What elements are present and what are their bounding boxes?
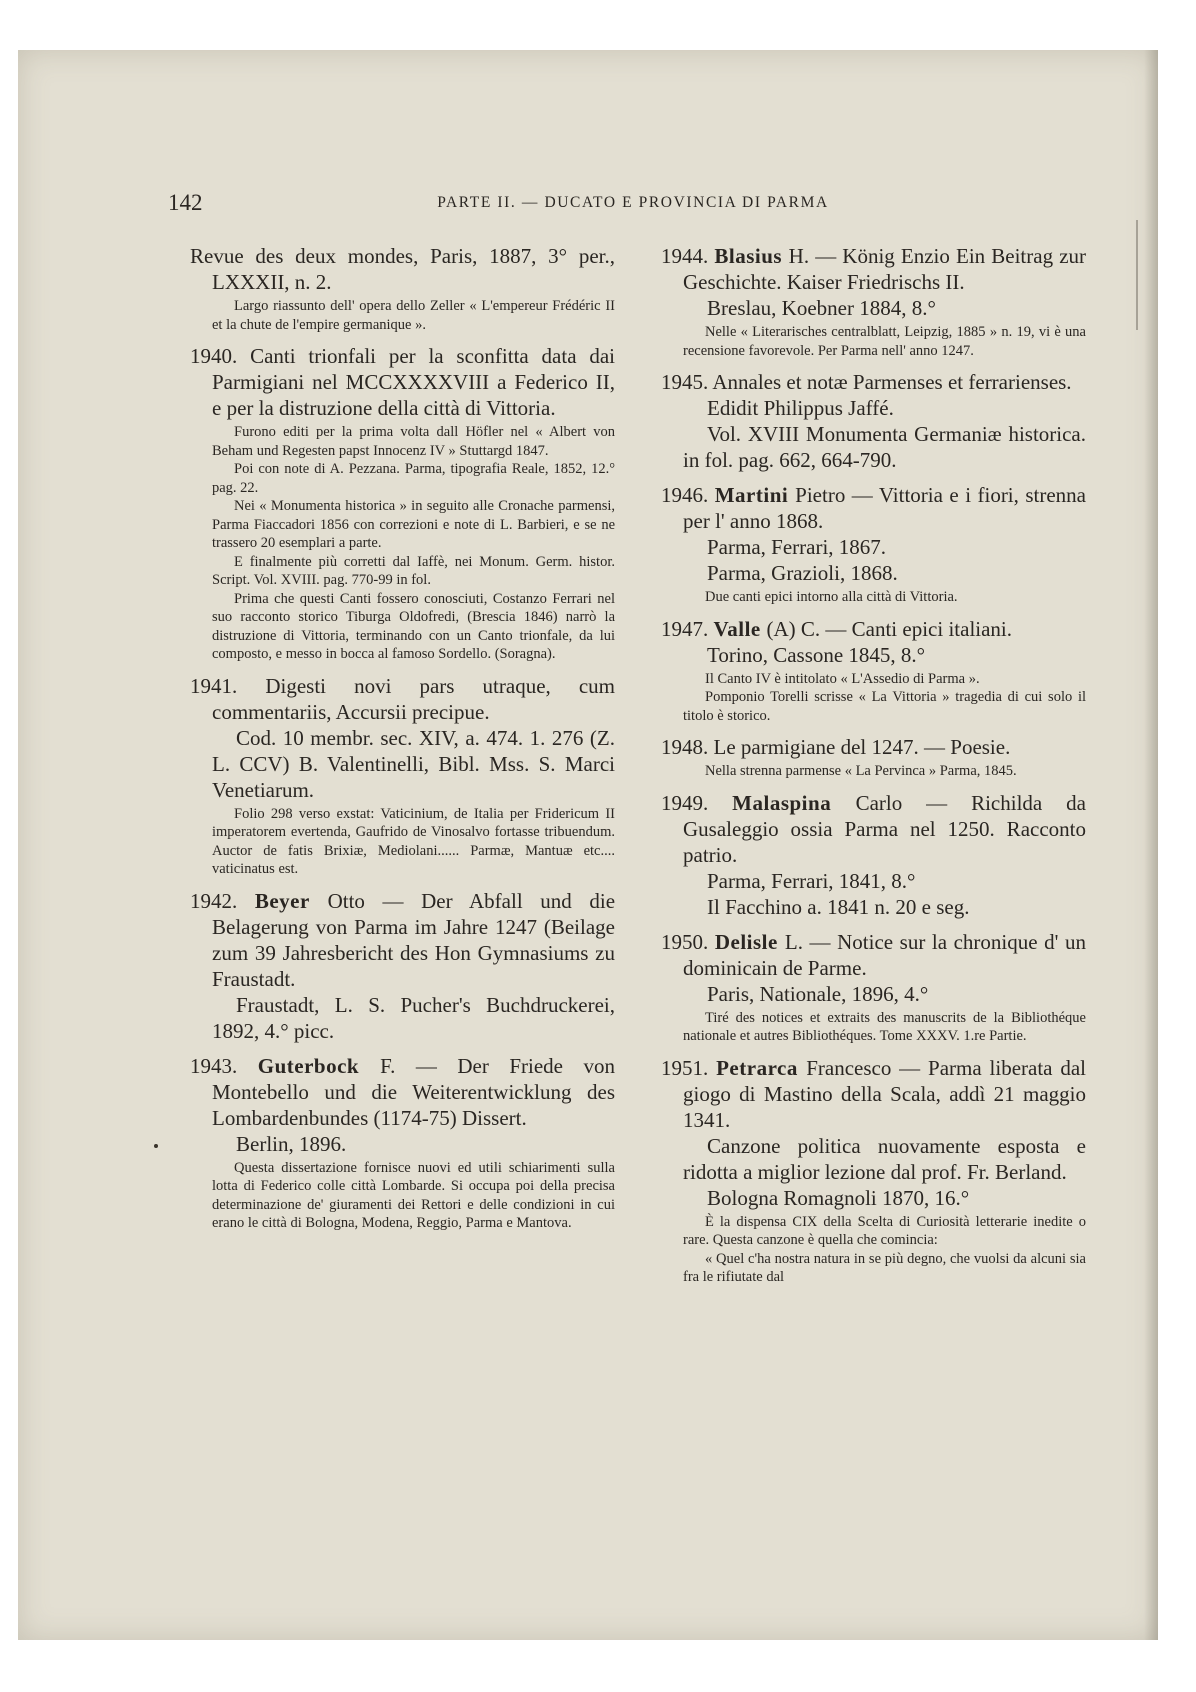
page-edge-mark xyxy=(1136,220,1138,330)
entry-title-text: Otto — Der Abfall und die Belagerung von Parma im Jahre 1247 (Beilage zum 39 Jahresbericht des Hon Gymnasiums zu Fraustadt. xyxy=(212,888,615,991)
entry-note xyxy=(683,323,1086,360)
entry-note xyxy=(212,423,615,664)
note-paragraph: Prima che questi Canti fossero conosciuti, Costanzo Ferrari nel suo racconto storico Tiburga Oldofredi, (Brescia 1846) narrò la distruzione di Vittoria, terminando con un Canto trionfale, da lui composto, e messo in bocca al famoso Sordello. (Soragna). xyxy=(212,590,615,662)
entry-title-text: F. — Der Friede von Montebello und die Weiterentwicklung des Lombardenbundes (1174-75) Dissert. xyxy=(212,1053,615,1130)
note-paragraph: Il Canto IV è intitolato « L'Assedio di Parma ». xyxy=(705,670,980,687)
entry-publication: Parma, Grazioli, 1868. xyxy=(707,561,898,585)
entry-publication: Canzone politica nuovamente esposta e ridotta a miglior lezione dal prof. Fr. Berland. xyxy=(683,1133,1086,1184)
bibliography-entry xyxy=(661,1055,1086,1287)
entry-title-text: Canti trionfali per la sconfitta data dai Parmigiani nel MCCXXXXVIII a Federico II, e per la distruzione della città di Vittoria. xyxy=(212,344,615,420)
note-paragraph: Nella strenna parmense « La Pervinca » Parma, 1845. xyxy=(705,763,1017,779)
entry-heading xyxy=(661,1055,1086,1133)
entry-publication: Fraustadt, L. S. Pucher's Buchdruckerei, 1892, 4.° picc. xyxy=(212,992,615,1043)
entry-note xyxy=(683,1213,1086,1287)
entry-author: Blasius xyxy=(714,244,789,268)
note-paragraph: Furono editi per la prima volta dall Höfler nel « Albert von Beham und Regesten papst Innocenz IV » Stuttargd 1847. xyxy=(212,424,615,459)
entry-publication: Paris, Nationale, 1896, 4.° xyxy=(707,981,929,1006)
bibliography-entry xyxy=(661,790,1086,920)
entry-heading xyxy=(190,888,615,992)
note-paragraph: Tiré des notices et extraits des manuscrits de la Bibliothéque nationale et autres Bibliothéques. Tome XXXV. 1.re Partie. xyxy=(683,1009,1086,1044)
entry-title-text: Francesco — Parma liberata dal giogo di Mastino della Scala, addì 21 maggio 1341. xyxy=(683,1055,1086,1132)
bibliography-entry xyxy=(190,888,615,1044)
bibliography-entry xyxy=(661,369,1086,473)
bibliography-entry xyxy=(190,1053,615,1233)
entry-author: Valle xyxy=(713,616,767,641)
entry-note xyxy=(683,762,1086,781)
entry-title-text: Carlo — Richilda da Gusaleggio ossia Parma nel 1250. Racconto patrio. xyxy=(683,790,1086,867)
note-paragraph: Questa dissertazione fornisce nuovi ed utili schiarimenti sulla lotta di Federico colle città Lombarde. Si occupa poi della precisa determinazione de' giuramenti dei Rettori e delle condizioni in cui erano le città di Bologna, Modena, Reggio, Parma e Mantova. xyxy=(212,1159,615,1231)
entry-heading xyxy=(661,616,1086,642)
entry-publication: Parma, Ferrari, 1867. xyxy=(707,535,887,559)
entry-heading xyxy=(661,482,1086,534)
scanned-page xyxy=(18,50,1158,1640)
note-paragraph: Nei « Monumenta historica » in seguito alle Cronache parmensi, Parma Fiaccadori 1856 con correzioni e note di L. Barbieri, e se ne trassero 20 esemplari a parte. xyxy=(212,498,615,551)
entry-number: 1942. xyxy=(190,888,255,913)
entry-note xyxy=(683,588,1086,607)
entry-author: Delisle xyxy=(714,929,785,954)
entry-heading xyxy=(661,243,1086,295)
entry-number: 1940. xyxy=(190,344,251,368)
bibliography-entry xyxy=(190,243,615,334)
bibliography-entry xyxy=(190,673,615,879)
entry-number: 1944. xyxy=(661,244,715,268)
note-paragraph: Poi con note di A. Pezzana. Parma, tipografia Reale, 1852, 12.° pag. 22. xyxy=(212,461,615,496)
entry-title-text: Pietro — Vittoria e i fiori, strenna per l' anno 1868. xyxy=(683,483,1086,533)
entry-number: 1941. xyxy=(190,673,266,698)
entry-title-text: L. — Notice sur la chronique d' un dominicain de Parme. xyxy=(683,929,1086,980)
page-edge-shadow xyxy=(1144,50,1158,1640)
note-paragraph: Folio 298 verso exstat: Vaticinium, de Italia per Fridericum II imperatorem evertenda, Gaufrido de Vinosalvo fortasse tribuendum. Auctor de fatis Brixiæ, Mediolani...... Parmæ, Mantuæ etc.... vaticinatus est. xyxy=(212,805,615,877)
note-paragraph: Largo riassunto dell' opera dello Zeller « L'empereur Frédéric II et la chute de l'empire germanique ». xyxy=(212,298,615,333)
page-header-title: PARTE II. — DUCATO E PROVINCIA DI PARMA xyxy=(437,194,829,211)
entry-heading xyxy=(190,673,615,725)
right-column xyxy=(661,243,1086,1296)
entry-number: 1949. xyxy=(661,790,733,815)
bibliography-entry xyxy=(661,616,1086,726)
entry-author: Martini xyxy=(714,483,796,507)
entry-publication: Vol. XVIII Monumenta Germaniæ historica. in fol. pag. 662, 664-790. xyxy=(683,422,1086,472)
note-paragraph: E finalmente più corretti dal Iaffè, nei Monum. Germ. histor. Script. Vol. XVIII. pag. 770-99 in fol. xyxy=(212,553,615,588)
entry-number: 1945. xyxy=(661,370,713,394)
entry-publication: Torino, Cassone 1845, 8.° xyxy=(707,642,926,667)
page-number: 142 xyxy=(168,190,203,215)
entry-number: 1947. xyxy=(661,616,714,641)
entry-title-text: Digesti novi pars utraque, cum commentariis, Accursii precipue. xyxy=(212,673,615,724)
entry-title-text: H. — König Enzio Ein Beitrag zur Geschichte. Kaiser Friedrischs II. xyxy=(683,244,1086,294)
entry-number: 1950. xyxy=(661,929,715,954)
entry-title-text: Le parmigiane del 1247. — Poesie. xyxy=(713,735,1011,759)
entry-heading xyxy=(190,243,615,295)
entry-publication: Il Facchino a. 1841 n. 20 e seg. xyxy=(707,894,970,919)
entry-note xyxy=(212,805,615,879)
bibliography-entry xyxy=(661,243,1086,360)
entry-number: 1948. xyxy=(661,735,714,759)
entry-heading xyxy=(661,929,1086,981)
running-header xyxy=(168,190,1098,220)
entry-title-text: 3° per., LXXXII, n. 2. xyxy=(212,244,615,294)
entry-title-text: Revue des deux mondes, Paris, 1887, xyxy=(190,244,549,268)
entry-author: Petrarca xyxy=(716,1055,807,1080)
entry-note xyxy=(212,1159,615,1233)
left-column xyxy=(190,243,615,1242)
bibliography-entry xyxy=(661,734,1086,781)
entry-number: 1943. xyxy=(190,1053,258,1078)
entry-author: Guterbock xyxy=(257,1053,381,1078)
entry-heading xyxy=(661,790,1086,868)
entry-heading xyxy=(661,734,1086,760)
note-paragraph: Pomponio Torelli scrisse « La Vittoria » tragedia di cui solo il titolo è storico. xyxy=(683,689,1086,724)
entry-heading xyxy=(661,369,1086,395)
entry-number: 1951. xyxy=(661,1055,717,1080)
entry-publication: Cod. 10 membr. sec. XIV, a. 474. 1. 276 (Z. L. CCV) B. Valentinelli, Bibl. Mss. S. Marci Venetiarum. xyxy=(212,725,615,802)
entry-publication: Berlin, 1896. xyxy=(236,1131,347,1156)
note-paragraph: Due canti epici intorno alla città di Vittoria. xyxy=(705,589,958,605)
entry-heading xyxy=(190,1053,615,1131)
entry-author: Malaspina xyxy=(732,790,856,815)
entry-publication: Parma, Ferrari, 1841, 8.° xyxy=(707,868,916,893)
entry-note xyxy=(212,297,615,334)
entry-note xyxy=(683,1009,1086,1046)
entry-heading xyxy=(190,343,615,421)
entry-title-text: Annales et notæ Parmenses et ferrarienses. xyxy=(712,370,1072,394)
entry-author: Beyer xyxy=(254,888,328,913)
note-paragraph: « Quel c'ha nostra natura in se più degno, che vuolsi da alcuni sia fra le rifiutate dal xyxy=(683,1250,1086,1285)
ink-speck xyxy=(154,1144,158,1148)
entry-publication: Bologna Romagnoli 1870, 16.° xyxy=(707,1185,970,1210)
book-page xyxy=(168,130,1098,1550)
bibliography-entry xyxy=(661,929,1086,1046)
entry-title-text: (A) C. — Canti epici italiani. xyxy=(766,616,1013,641)
entry-publication: Breslau, Koebner 1884, 8.° xyxy=(707,296,936,320)
entry-number: 1946. xyxy=(661,483,715,507)
bibliography-entry xyxy=(661,482,1086,607)
bibliography-entry xyxy=(190,343,615,664)
note-paragraph: Nelle « Literarisches centralblatt, Leipzig, 1885 » n. 19, vi è una recensione favorevole. Per Parma nell' anno 1247. xyxy=(683,324,1086,359)
note-paragraph: È la dispensa CIX della Scelta di Curiosità letterarie inedite o rare. Questa canzone è quella che comincia: xyxy=(683,1213,1086,1248)
entry-note xyxy=(683,670,1086,726)
entry-publication: Edidit Philippus Jaffé. xyxy=(707,396,894,420)
